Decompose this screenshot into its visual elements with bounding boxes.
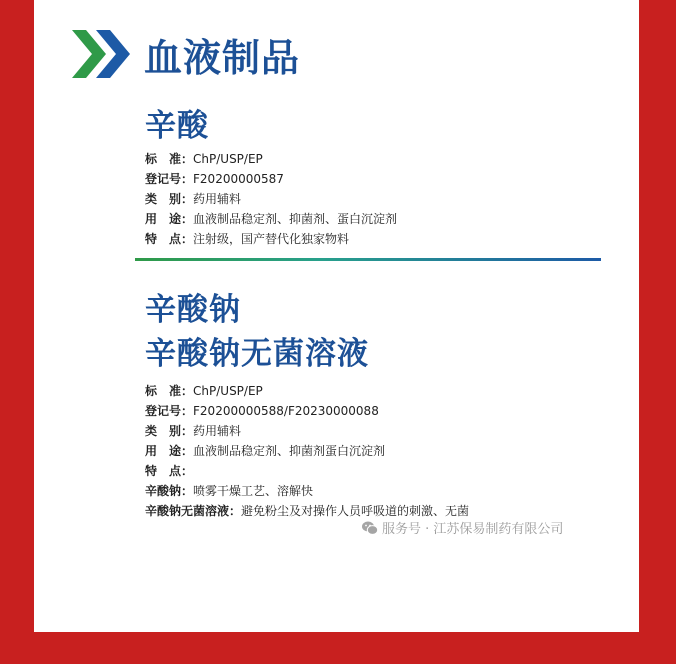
spec-value: 药用辅料 bbox=[193, 424, 242, 438]
spec-key: 特 点： bbox=[145, 232, 194, 246]
product-title-sodium-caprylate: 辛酸钠 bbox=[145, 292, 241, 328]
spec-row-category bbox=[145, 189, 397, 209]
spec-list-caprylic-acid bbox=[145, 149, 397, 249]
spec-value: F20200000588/F20230000088 bbox=[193, 404, 379, 418]
spec-row-features bbox=[145, 461, 469, 481]
section-header bbox=[72, 24, 300, 84]
spec-key: 特 点： bbox=[145, 464, 194, 478]
spec-row-features bbox=[145, 229, 397, 249]
watermark-text: 服务号 · 江苏保易制药有限公司 bbox=[382, 522, 564, 537]
spec-row-usage bbox=[145, 209, 397, 229]
spec-row-standard bbox=[145, 381, 469, 401]
spec-key: 用 途： bbox=[145, 212, 194, 226]
spec-value: 血液制品稳定剂、抑菌剂、蛋白沉淀剂 bbox=[193, 212, 398, 226]
content-panel bbox=[34, 0, 639, 632]
spec-value: 药用辅料 bbox=[193, 192, 242, 206]
spec-row-category bbox=[145, 421, 469, 441]
spec-value: 血液制品稳定剂、抑菌剂蛋白沉淀剂 bbox=[193, 444, 386, 458]
spec-value: 注射级，国产替代化独家物料 bbox=[193, 232, 350, 246]
spec-value: ChP/USP/EP bbox=[193, 152, 263, 166]
spec-key: 用 途： bbox=[145, 444, 194, 458]
spec-key: 标 准： bbox=[145, 384, 194, 398]
spec-value: 避免粉尘及对操作人员呼吸道的刺激、无菌 bbox=[241, 504, 470, 518]
spec-row-sodium-caprylate bbox=[145, 481, 469, 501]
spec-value: ChP/USP/EP bbox=[193, 384, 263, 398]
spec-row-registration bbox=[145, 401, 469, 421]
spec-value: F20200000587 bbox=[193, 172, 284, 186]
wechat-icon bbox=[362, 521, 378, 535]
spec-list-sodium-caprylate bbox=[145, 381, 469, 521]
category-title: 血液制品 bbox=[144, 35, 301, 80]
product-title-caprylic-acid: 辛酸 bbox=[145, 108, 209, 144]
spec-key: 辛酸钠： bbox=[145, 484, 194, 498]
spec-key: 类 别： bbox=[145, 192, 194, 206]
spec-key: 标 准： bbox=[145, 152, 194, 166]
wechat-watermark bbox=[362, 518, 563, 537]
spec-key: 辛酸钠无菌溶液： bbox=[145, 504, 242, 518]
spec-row-standard bbox=[145, 149, 397, 169]
spec-key: 类 别： bbox=[145, 424, 194, 438]
spec-key: 登记号： bbox=[145, 404, 194, 418]
spec-key: 登记号： bbox=[145, 172, 194, 186]
spec-row-usage bbox=[145, 441, 469, 461]
spec-row-registration bbox=[145, 169, 397, 189]
spec-value: 喷雾干燥工艺、溶解快 bbox=[193, 484, 314, 498]
double-chevron-icon bbox=[72, 28, 134, 80]
product-title-sodium-caprylate-solution: 辛酸钠无菌溶液 bbox=[145, 336, 369, 372]
section-divider bbox=[135, 258, 601, 261]
